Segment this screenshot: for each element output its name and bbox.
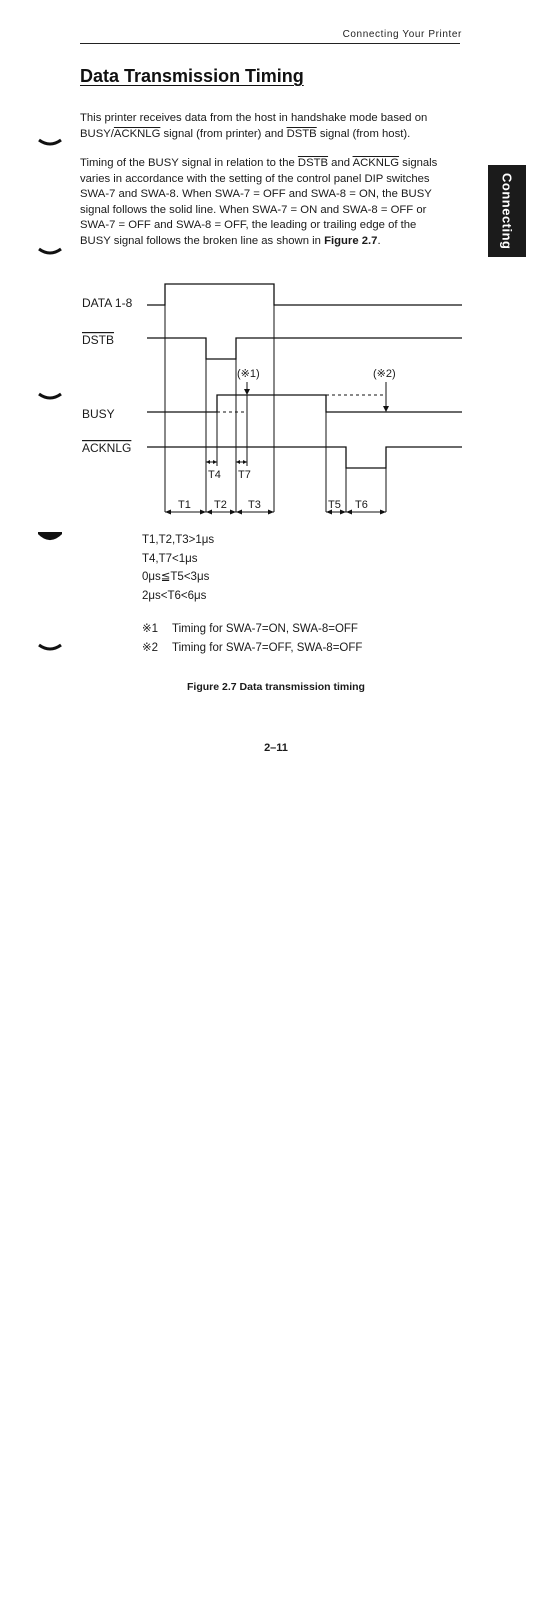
signal-dstb: DSTB xyxy=(297,157,329,169)
signal-label-dstb: DSTB xyxy=(82,333,115,347)
interval-label-t5: T5 xyxy=(328,499,341,511)
page-number: 2–11 xyxy=(264,742,288,754)
spec-line: 2μs<T6<6μs xyxy=(142,589,207,602)
timing-diagram xyxy=(0,270,552,530)
waveform-busy-alt-leading xyxy=(217,395,247,412)
figure-caption: Figure 2.7 Data transmission timing xyxy=(187,681,365,693)
section-tab-label: Connecting xyxy=(499,172,515,250)
signal-acknlg: ACKNLG xyxy=(352,157,400,169)
timing-paragraph xyxy=(80,156,470,250)
waveform-data xyxy=(147,284,462,305)
binding-mark xyxy=(38,138,62,148)
interval-label-t1: T1 xyxy=(178,499,191,511)
waveform-acknlg xyxy=(147,447,462,468)
page-title: Data Transmission Timing xyxy=(80,66,304,86)
waveform-busy-alt-trailing xyxy=(326,395,386,412)
text-line: BUSY/ACKNLG signal (from printer) and DSTB signal (from host). xyxy=(80,127,411,140)
text-line: Timing of the BUSY signal in relation to the DSTB and ACKNLG signals xyxy=(80,157,438,169)
timing-specs xyxy=(142,531,214,605)
running-header: Connecting Your Printer xyxy=(342,29,462,40)
text-line: varies in accordance with the setting of the control panel DIP switches xyxy=(80,172,430,185)
footnotes xyxy=(142,620,362,657)
text-line: BUSY signal follows the broken line as shown in Figure 2.7. xyxy=(80,234,381,247)
text-line: SWA-7 and SWA-8. When SWA-7 = OFF and SWA-8 = ON, the BUSY xyxy=(80,188,432,201)
intro-paragraph xyxy=(80,111,470,142)
signal-label-acknlg: ACKNLG xyxy=(82,441,132,455)
footnote: ※1 Timing for SWA-7=ON, SWA-8=OFF xyxy=(142,623,358,635)
spec-line: T4,T7<1μs xyxy=(142,552,198,565)
header-rule xyxy=(80,43,460,44)
signal-label-data: DATA 1-8 xyxy=(82,296,133,310)
waveform-dstb xyxy=(147,338,462,359)
marker-1: (※1) xyxy=(237,368,260,380)
signal-label-busy: BUSY xyxy=(82,407,115,421)
interval-label-t7: T7 xyxy=(238,469,251,481)
interval-label-t2: T2 xyxy=(214,499,227,511)
text-line: signal follows the solid line. When SWA-7 = ON and SWA-8 = OFF or xyxy=(80,203,427,216)
signal-acknlg: ACKNLG xyxy=(113,127,161,140)
interval-label-t6: T6 xyxy=(355,499,368,511)
marker-2: (※2) xyxy=(373,368,396,380)
interval-label-t4: T4 xyxy=(208,469,221,481)
section-tab xyxy=(488,165,526,257)
figure-reference: Figure 2.7 xyxy=(324,234,378,247)
binding-mark xyxy=(38,643,62,653)
text-line: This printer receives data from the host in handshake mode based on xyxy=(80,112,428,124)
binding-mark xyxy=(38,247,62,257)
spec-line: 0μs≦T5<3μs xyxy=(142,571,210,583)
footnote: ※2 Timing for SWA-7=OFF, SWA-8=OFF xyxy=(142,641,363,654)
text-line: SWA-7 = OFF and SWA-8 = OFF, the leading or trailing edge of the xyxy=(80,219,417,232)
interval-label-t3: T3 xyxy=(248,499,261,511)
binding-mark xyxy=(38,532,62,542)
waveform-busy xyxy=(147,395,462,412)
spec-line: T1,T2,T3>1μs xyxy=(142,534,215,546)
signal-dstb: DSTB xyxy=(286,127,317,140)
